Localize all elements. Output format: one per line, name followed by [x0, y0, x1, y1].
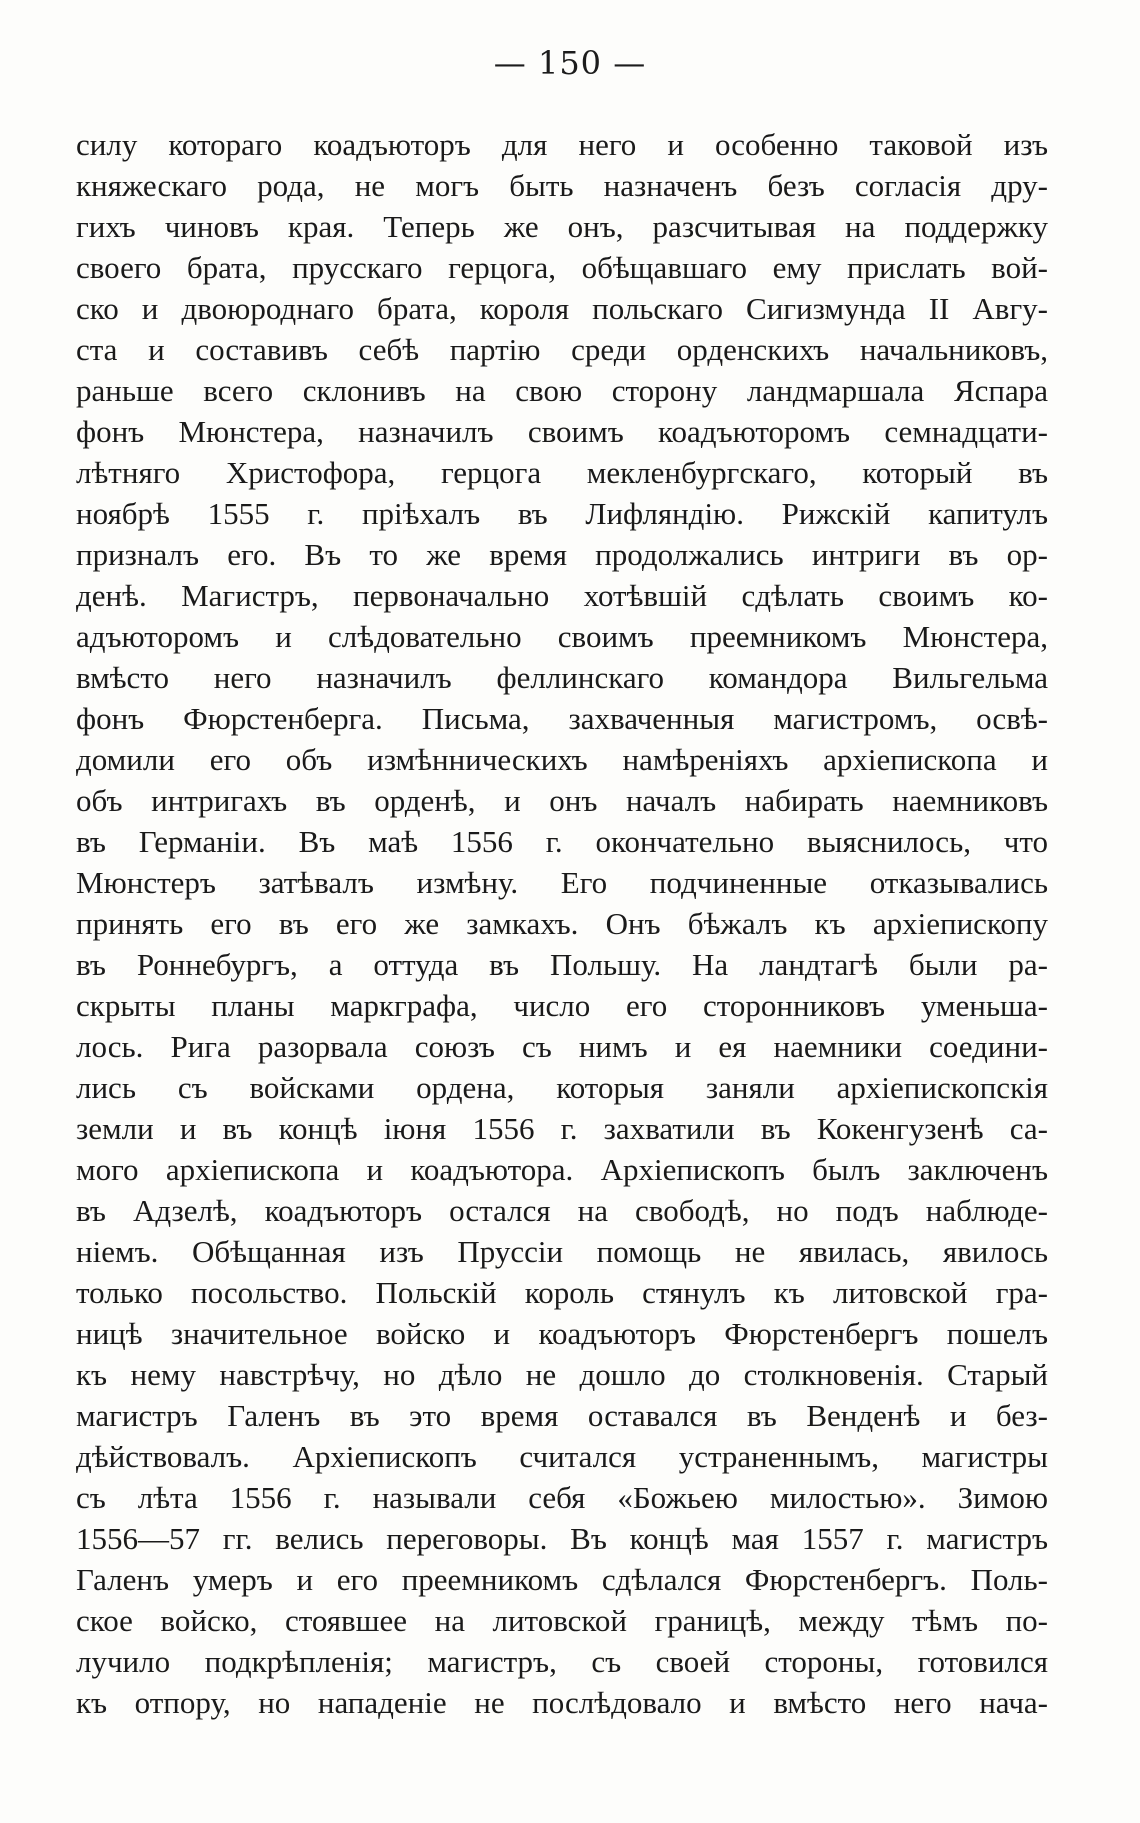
text-line: съ лѣта 1556 г. называли себя «Божьею милостью». Зимою [76, 1480, 1048, 1515]
text-line: денѣ. Магистръ, первоначально хотѣвшій сдѣлать своимъ ко- [76, 578, 1048, 613]
text-line: Галенъ умеръ и его преемникомъ сдѣлался Фюрстенбергъ. Поль- [76, 1562, 1048, 1597]
text-line: силу котораго коадъюторъ для него и особенно таковой изъ [76, 127, 1048, 162]
body-text [76, 124, 1048, 1723]
text-line: скрыты планы маркграфа, число его сторонниковъ уменьша- [76, 988, 1048, 1023]
text-line: лучило подкрѣпленія; магистръ, съ своей стороны, готовился [76, 1644, 1048, 1679]
text-line: магистръ Галенъ въ это время оставался въ Венденѣ и без- [76, 1398, 1048, 1433]
text-line: объ интригахъ въ орденѣ, и онъ началъ набирать наемниковъ [76, 783, 1048, 818]
text-line: фонъ Мюнстера, назначилъ своимъ коадъюторомъ семнадцати- [76, 414, 1048, 449]
page-number: — 150 — [493, 44, 647, 82]
text-line: въ Германіи. Въ маѣ 1556 г. окончательно выяснилось, что [76, 824, 1048, 859]
text-line: фонъ Фюрстенберга. Письма, захваченныя магистромъ, освѣ- [76, 701, 1048, 736]
text-line: къ отпору, но нападеніе не послѣдовало и вмѣсто него нача- [76, 1685, 1048, 1720]
text-line: ницѣ значительное войско и коадъюторъ Фюрстенбергъ пошелъ [76, 1316, 1048, 1351]
text-line: лось. Рига разорвала союзъ съ нимъ и ея наемники соедини- [76, 1029, 1048, 1064]
text-line: въ Адзелѣ, коадъюторъ остался на свободѣ, но подъ наблюде- [76, 1193, 1048, 1228]
text-line: домили его объ измѣнническихъ намѣреніяхъ архіепископа и [76, 742, 1048, 777]
text-line: въ Роннебургъ, а оттуда въ Польшу. На ландтагѣ были ра- [76, 947, 1048, 982]
text-line: своего брата, прусскаго герцога, обѣщавшаго ему прислать вой- [76, 250, 1048, 285]
text-line: вмѣсто него назначилъ феллинскаго командора Вильгельма [76, 660, 1048, 695]
text-line: ско и двоюроднаго брата, короля польскаго Сигизмунда II Авгу- [76, 291, 1048, 326]
text-line: призналъ его. Въ то же время продолжались интриги въ ор- [76, 537, 1048, 572]
text-line: Мюнстеръ затѣвалъ измѣну. Его подчиненные отказывались [76, 865, 1048, 900]
text-line: къ нему навстрѣчу, но дѣло не дошло до столкновенія. Старый [76, 1357, 1048, 1392]
text-line: ноябрѣ 1555 г. пріѣхалъ въ Лифляндію. Рижскій капитулъ [76, 496, 1048, 531]
text-line: только посольство. Польскій король стянулъ къ литовской гра- [76, 1275, 1048, 1310]
text-line: раньше всего склонивъ на свою сторону ландмаршала Яспара [76, 373, 1048, 408]
text-line: гихъ чиновъ края. Теперь же онъ, разсчитывая на поддержку [76, 209, 1048, 244]
text-line: мого архіепископа и коадъютора. Архіепископъ былъ заключенъ [76, 1152, 1048, 1187]
text-line: принять его въ его же замкахъ. Онъ бѣжалъ къ архіепископу [76, 906, 1048, 941]
text-line: лѣтняго Христофора, герцога мекленбургскаго, который въ [76, 455, 1048, 490]
text-line: ніемъ. Обѣщанная изъ Пруссіи помощь не явилась, явилось [76, 1234, 1048, 1269]
text-line: земли и въ концѣ іюня 1556 г. захватили въ Кокенгузенѣ са- [76, 1111, 1048, 1146]
text-line: ста и составивъ себѣ партію среди орденскихъ начальниковъ, [76, 332, 1048, 367]
text-line: 1556—57 гг. велись переговоры. Въ концѣ мая 1557 г. магистръ [76, 1521, 1048, 1556]
text-line: ское войско, стоявшее на литовской границѣ, между тѣмъ по- [76, 1603, 1048, 1638]
text-line: княжескаго рода, не могъ быть назначенъ безъ согласія дру- [76, 168, 1048, 203]
text-line: лись съ войсками ордена, которыя заняли архіепископскія [76, 1070, 1048, 1105]
text-line: адъюторомъ и слѣдовательно своимъ преемникомъ Мюнстера, [76, 619, 1048, 654]
text-line: дѣйствовалъ. Архіепископъ считался устраненнымъ, магистры [76, 1439, 1048, 1474]
